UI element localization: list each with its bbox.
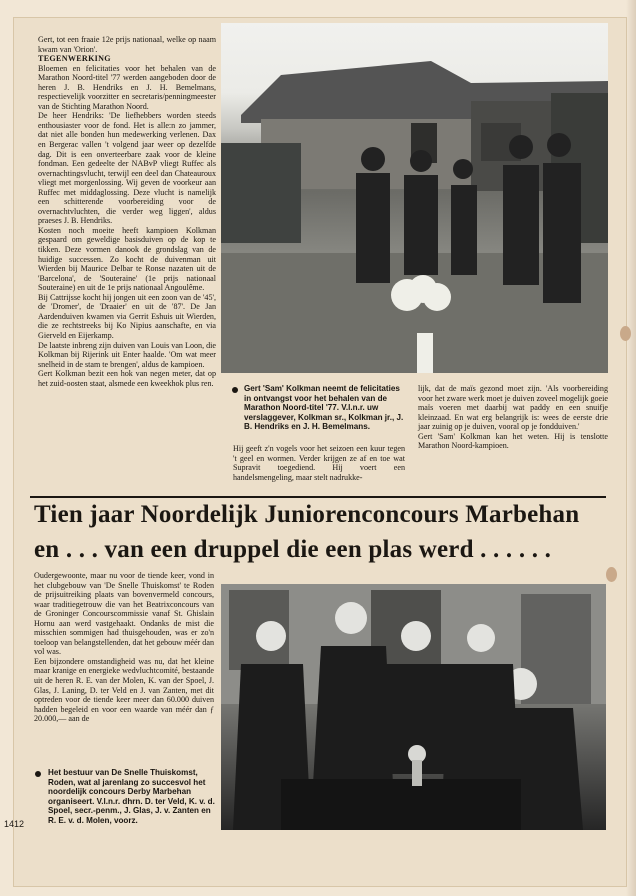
board-photo-caption: Het bestuur van De Snelle Thuiskomst, Roden, wat al jarenlang zo succesvol het noordelijk concours Derby Marbehan organiseert. V.l.n.r. dhrn. D. ter Veld, K. v. d. Spoel, secr.-penm., J. Glas, J. v. Zanten en R. E. v. d. Molen, voorz. [48, 768, 215, 825]
article1-paragraph: De laatste inbreng zijn duiven van Louis van Loon, die Kolkman bij Rijerink uit Enter haalde. 'Om wat meer snelheid in de stam te brengen', aldus de kampioen. [38, 340, 217, 369]
article2-headline-line2: en . . . van een druppel die een plas werd . . . . . . [34, 536, 552, 563]
article1-column-right [418, 384, 608, 451]
article1-intro-text: Gert, tot een fraaie 12e prijs nationaal, welke op naam kwam van 'Orion'. [38, 35, 216, 54]
article1-subheading: TEGENWERKING [38, 54, 111, 64]
article1-paragraph: Bij Cattrijsse kocht hij jongen uit een zoon van de '45', de 'Dromer', de 'Draaier' en uit de '87'. De Jan Aardenduiven kwamen via Gerrit Eshuis uit Wierden, die ze rechtstreeks bij Ko Nipius aanschafte, en via Gierveld en Eijerkamp. [38, 292, 216, 340]
article-divider [30, 496, 606, 498]
article1-paragraph: Gert Kolkman bezit een hok van negen meter, dat op het zuid-oosten staat, alsmede een kweekhok plus ren. [38, 369, 216, 388]
page-number: 1412 [4, 819, 25, 829]
article1-column-middle: Hij geeft z'n vogels voor het seizoen een kuur tegen 't geel en wormen. Verder krijgen ze af en toe wat Supravit toegediend. Hij voert een handelsmengeling, maar stelt nadrukke- [233, 444, 405, 482]
page-edge-shadow [626, 0, 636, 896]
article1-paragraph: Bloemen en felicitaties voor het behalen van de Marathon Noord-titel '77 werden aangeboden door de heren J. B. Hendriks en J. H. Bemelmans, respectievelijk voorzitter en secretaris/penningmeester van de Stichting Marathon Noord. [38, 63, 216, 111]
article1-paragraph: De heer Hendriks: 'De liefhebbers worden steeds enthousiaster voor de fond. Het is alle:n zo jammer, dat niet alle bonden hun medewerking verlenen. Dax en Bergerac vallen 't volgend jaar weer op dezelfde dag. Dit is een onverteerbare zaak voor de kleine fondman. Een gedeelte der NABvP vliegt Ruffec als overnachtingsvlucht, terwijl een deel dan Chateauroux vliegt met morgenlossing. Wij geven de voorkeur aan Ruffec met middaglossing. Deze vlucht is namelijk een schitterende voorbereiding voor de overnachtvluchten, die verder weg liggen', aldus praeses J. B. Hendriks. [38, 111, 216, 226]
board-members-photo [221, 584, 606, 830]
kolkman-congratulations-photo [221, 23, 608, 373]
punch-hole [606, 567, 617, 582]
article2-headline-line1: Tien jaar Noordelijk Juniorenconcours Marbehan [34, 501, 580, 528]
article1-column-left [38, 35, 216, 388]
article1-paragraph: lijk, dat de maïs gezond moet zijn. 'Als voorbereiding voor het zware werk moet je duiven zoveel mogelijk goeie maïs voeren met daarbij wat paddy en een snuifje kleinzaad. En wat erg belangrijk is: wees de eerste drie jaar zuinig op je duiven, vooral op je fondduiven.' [418, 384, 608, 432]
article1-paragraph: Gert 'Sam' Kolkman kan het weten. Hij is tenslotte Marathon Noord-kampioen. [418, 431, 608, 451]
article2-paragraph: Oudergewoonte, maar nu voor de tiende keer, vond in het clubgebouw van 'De Snelle Thuiskomst' te Roden de prijsuitreiking plaats van bovenvermeld concours, waar traditiegetrouw die van het Beatrixconcours van de Groninger Concourscommissie vanaf St. Ghislain Hornu aan werd vastgehaakt. Ondanks de mist die misschien sommigen had thuisgehouden, was er zo'n toeloop van belangstellenden, dat het gebouw méér dan vol was. [34, 571, 214, 657]
kolkman-photo-caption: Gert 'Sam' Kolkman neemt de felicitaties in ontvangst voor het behalen van de Marathon Noord-titel '77. V.l.n.r. uw verslaggever, Kolkman sr., Kolkman jr., J. B. Hendriks en J. H. Bemelmans. [244, 384, 404, 432]
article2-body [34, 571, 214, 724]
caption-bullet [232, 387, 238, 393]
article1-paragraph: Kosten noch moeite heeft kampioen Kolkman gespaard om geweldige basisduiven op de kop te tikken. Deze vormen danook de grondslag van de huidige successen. Zo kocht de duivenman uit Wierden bij Maurice Delbar te Ronse nazaten uit de 'Barcelona', de 'Souteraine' (1e prijs nationaal Souteraine) en uit de 1e prijs nationaal Angoulême. [38, 225, 216, 293]
article2-paragraph: Een bijzondere omstandigheid was nu, dat het kleine maar kranige en energieke wedvluchtcomité, bestaande uit de heren R. E. van der Molen, K. van der Spoel, J. Glas, J. Laning, D. ter Veld en J. van Zanten, met dit optreden voor de tiende keer meer dan 60.000 duiven hadden begeleid en voor een waarde van méér dan ƒ 20.000,— aan de [34, 656, 214, 724]
punch-hole [620, 326, 631, 341]
caption-bullet [35, 771, 41, 777]
